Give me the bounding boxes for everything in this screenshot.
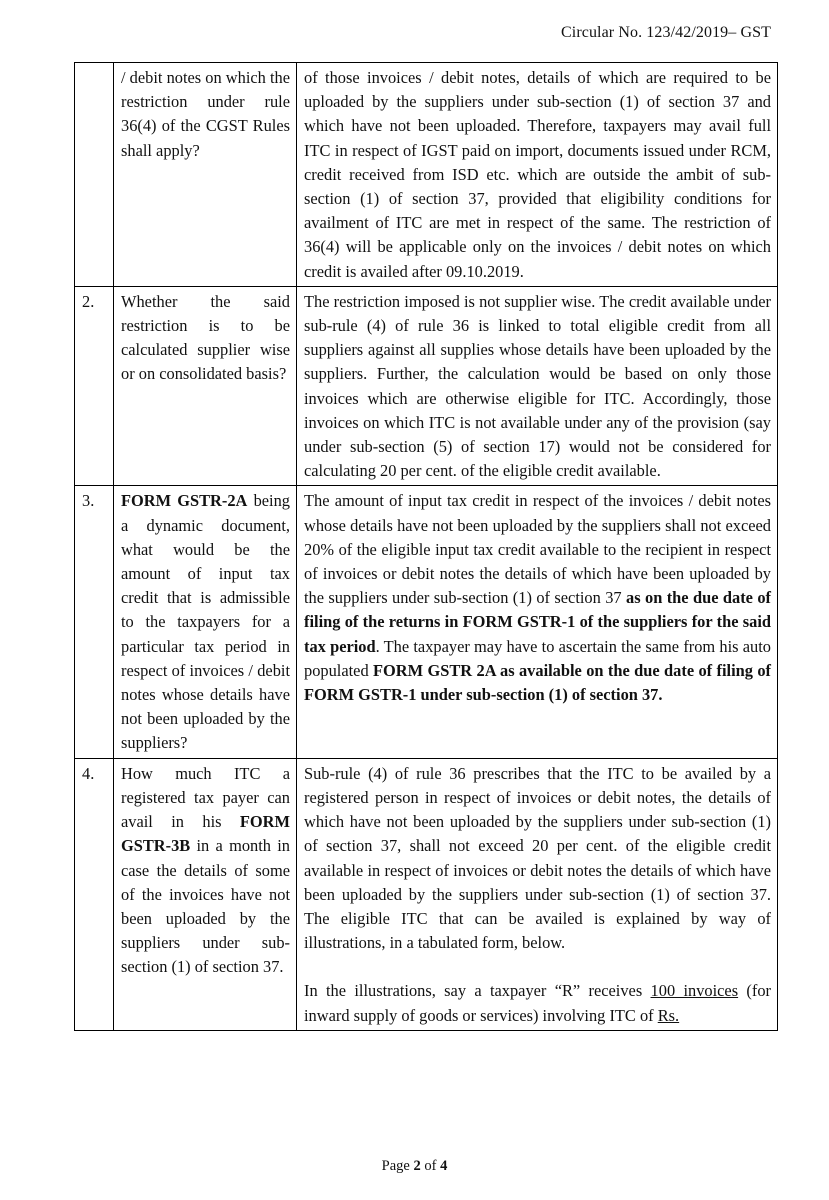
serial-number-cell	[75, 63, 114, 287]
text-segment: / debit notes on which the restriction under rule 36(4) of the CGST Rules shall apply?	[121, 68, 290, 160]
answer-cell	[297, 63, 778, 287]
text-segment: Whether the said restriction is to be calculated supplier wise or on consolidated basis?	[121, 291, 290, 384]
question-cell	[114, 63, 297, 287]
text-segment: . The taxpayer may have to ascertain the same from his auto populated	[304, 636, 771, 680]
answer-cell	[297, 758, 778, 1030]
text-segment: How much ITC a registered tax payer can avail in his	[121, 763, 290, 832]
page-of-label: of	[420, 1158, 441, 1174]
underlined-text-segment: 100 invoices	[650, 981, 739, 1001]
answer-paragraph	[304, 290, 771, 484]
question-cell	[114, 486, 297, 758]
text-segment: being a dynamic document, what would be the amount of input tax credit that is admissible to the taxpayers for a particular tax period in respect of invoices / debit notes whose details have not been uploaded by the suppliers?	[121, 491, 290, 753]
answer-cell	[297, 486, 778, 758]
answer-paragraph	[304, 979, 771, 1027]
faq-table-body	[75, 63, 778, 1031]
total-pages-number: 4	[440, 1158, 448, 1174]
bold-text-segment: as on the due date of filing of the returns in FORM GSTR-1 of the suppliers for the said tax period	[304, 588, 772, 656]
text-segment: The amount of input tax credit in respect of the invoices / debit notes whose details have not been uploaded by the suppliers shall not exceed 20% of the eligible input tax credit available to the recipient in respect of invoices or debit notes the details of which have been uploaded by the suppliers under sub-section (1) of section 37	[304, 491, 771, 608]
bold-text-segment: FORM GSTR-3B	[121, 812, 290, 856]
bold-text-segment: FORM GSTR 2A as available on the due date of filing of FORM GSTR-1 under sub-section (1) of section 37.	[304, 660, 771, 705]
text-segment: In the illustrations, say a taxpayer “R” receives	[304, 981, 651, 1001]
underlined-text-segment: Rs.	[657, 1005, 680, 1025]
text-segment: of those invoices / debit notes, details of which are required to be uploaded by the suppliers under sub-section (1) of section 37 and which have not been uploaded. Therefore, taxpayers may avail full ITC in respect of IGST paid on import, documents issued under RCM, credit received from ISD etc. which are outside the ambit of sub-section (1) of section 37, provided that eligibility conditions for availment of ITC are met in respect of the same. The restriction of 36(4) will be applicable only on the invoices / debit notes on which credit is availed after 09.10.2019.	[304, 68, 771, 281]
faq-row	[75, 486, 778, 758]
current-page-number: 2	[413, 1158, 421, 1174]
bold-text-segment: FORM GSTR-2A	[121, 491, 248, 511]
answer-paragraph	[304, 762, 771, 956]
text-segment: Sub-rule (4) of rule 36 prescribes that the ITC to be availed by a registered person in respect of invoices or debit notes, the details of which have not been uploaded by the suppliers under sub-section (1) of section 37, shall not exceed 20 per cent. of the eligible credit available in respect of invoices or debit notes the details of which have been uploaded by the suppliers under sub-section (1) of section 37. The eligible ITC that can be availed is explained by way of illustrations, in a tabulated form, below.	[304, 763, 771, 953]
question-cell	[114, 758, 297, 1030]
answer-paragraph	[304, 489, 771, 707]
faq-row	[75, 286, 778, 486]
circular-number: Circular No. 123/42/2019– GST	[561, 24, 771, 41]
faq-row	[75, 63, 778, 287]
faq-table	[74, 62, 778, 1031]
answer-paragraph	[304, 66, 771, 284]
text-segment: (for inward supply of goods or services) involving ITC of	[304, 981, 771, 1025]
question-cell	[114, 286, 297, 486]
serial-number-cell: 4.	[75, 758, 114, 1030]
page-label: Page	[381, 1158, 414, 1174]
text-segment: The restriction imposed is not supplier wise. The credit available under sub-rule (4) of rule 36 is linked to total eligible credit from all suppliers against all supplies whose details have been uploaded by the suppliers. Further, the calculation would be based on only those invoices which are otherwise eligible for ITC. Accordingly, those invoices on which ITC is not available under any of the provision (say under sub-section (5) of section 17) would not be considered for calculating 20 per cent. of the eligible credit available.	[304, 291, 771, 481]
answer-cell	[297, 286, 778, 486]
serial-number-cell: 2.	[75, 286, 114, 486]
text-segment: in a month in case the details of some of the invoices have not been uploaded by the suppliers under sub-section (1) of section 37.	[121, 836, 290, 977]
serial-number-cell: 3.	[75, 486, 114, 758]
page-footer	[0, 1158, 829, 1175]
faq-row	[75, 758, 778, 1030]
